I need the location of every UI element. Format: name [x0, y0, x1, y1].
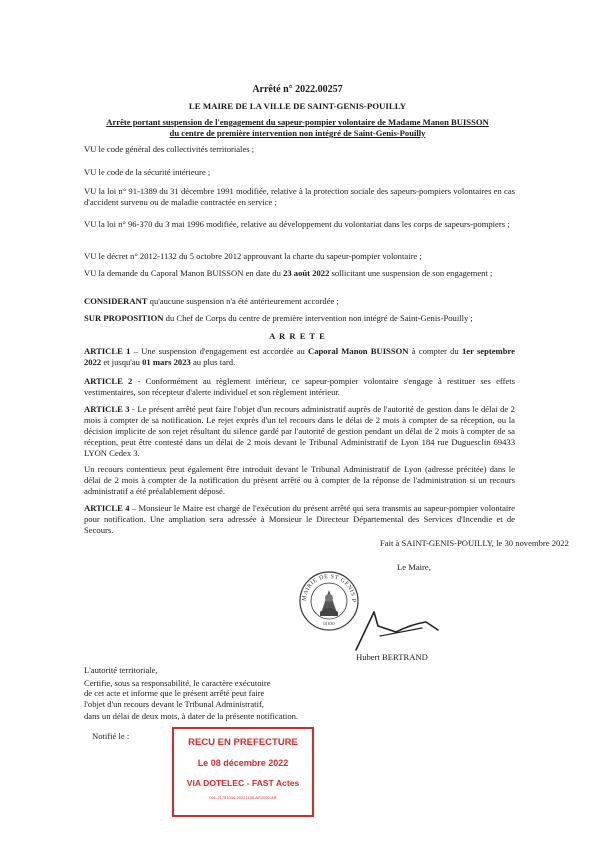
stamp-line-3: VIA DOTELEC - FAST Actes: [186, 778, 300, 788]
decree-subject-line2: du centre de première intervention non intégré de Saint-Genis-Pouilly: [169, 128, 426, 138]
sur-proposition: SUR PROPOSITION du Chef de Corps du centre de première intervention non intégré de Saint-Genis-Pouilly ;: [84, 313, 473, 323]
recours-contentieux: Un recours contentieux peut également être introduit devant le Tribunal Administratif de Lyon (adresse précitée) dans le délai de 2 mois à compter de la notification du présent arrêté ou à compter de la réponse de l'administration si un recours administratif a été préalablement déposé.: [84, 464, 515, 496]
notifie-le-label: Notifié le :: [92, 731, 130, 741]
certification-line-1: L'autorité territoriale,: [84, 665, 158, 675]
certification-line-3: de cet acte et informe que le présent arrêté peut faire: [84, 688, 265, 698]
svg-text:MAIRIE DE ST GENIS POUILLY: MAIRIE DE ST GENIS P: [301, 573, 357, 603]
certification-line-2: Certifie, sous sa responsabilité, le caractère exécutoire: [84, 678, 271, 688]
place-and-date: Fait à SAINT-GENIS-POUILLY, le 30 novembre 2022: [380, 538, 569, 548]
arrete-heading: A R R E T E: [269, 331, 326, 341]
certification-line-4: l'objet d'un recours devant le Tribunal Administratif,: [84, 699, 264, 709]
certification-line-5: dans un délai de deux mois, à dater de la présente notification.: [84, 711, 299, 721]
svg-text:01630: 01630: [323, 621, 335, 626]
article-1: ARTICLE 1 – Une suspension d'engagement est accordée au Caporal Manon BUISSON à compter du 1er septembre 2022 et jusqu'au 01 mars 2023 au plus tard.: [84, 346, 515, 367]
vu-cgct: VU le code général des collectivités territoriales ;: [84, 144, 255, 154]
vu-decret-2012: VU le décret n° 2012-1132 du 5 octobre 2012 approuvant la charte du sapeur-pompier volontaire ;: [84, 251, 422, 261]
decree-title: Arrêté n° 2022.00257: [252, 84, 343, 95]
mayor-name: Hubert BERTRAND: [356, 652, 428, 662]
prefecture-stamp: [172, 727, 314, 817]
article-3: ARTICLE 3 - Le présent arrêté peut faire l'objet d'un recours administratif auprès de l'autorité de gestion dans le délai de 2 mois à compter de sa notification. Le rejet exprès d'un tel recours dans le délai de 2 mois à compter de sa réception, ou la décision implicite de son rejet résultant du silence gardé par l'autorité de gestion pendant un délai de 2 mois à compter de sa réception, peut être contesté dans un délai de 2 mois devant le Tribunal Administratif de Lyon 184 rue Duguesclin 69433 LYON Cedex 3.: [84, 404, 515, 458]
vu-demande: VU la demande du Caporal Manon BUISSON en date du 23 août 2022 sollicitant une suspension de son engagement ;: [84, 268, 493, 278]
stamp-line-1: RECU EN PREFECTURE: [188, 737, 298, 748]
mayor-authority: LE MAIRE DE LA VILLE DE SAINT-GENIS-POUILLY: [188, 101, 407, 111]
vu-loi-1996: VU la loi n° 96-370 du 3 mai 1996 modifiée, relative au développement du volontariat dans les corps de sapeurs-pompiers ;: [84, 219, 510, 229]
vu-securite-interieure: VU le code de la sécurité intérieure ;: [84, 167, 211, 177]
vu-loi-1991: VU la loi n° 91-1389 du 31 décembre 1991 modifiée, relative à la protection sociale des sapeurs-pompiers volontaires en cas d'accident survenu ou de maladie contractée en service ;: [84, 186, 515, 207]
stamp-line-4: 001-21791044-20221130-AR2022-AR: [209, 795, 277, 800]
article-4: ARTICLE 4 – Monsieur le Maire est chargé de l'exécution du présent arrêté qui sera transmis au sapeur-pompier volontaire pour notification. Une ampliation sera adressée à Monsieur le Directeur Départemental des Services d'Incendie et de Secours.: [84, 503, 515, 535]
stamp-line-2: Le 08 décembre 2022: [197, 758, 289, 768]
mayor-role: Le Maire,: [397, 562, 431, 572]
mayor-signature-icon: [352, 606, 442, 654]
considerant: CONSIDERANT qu'aucune suspension n'a été antérieurement accordée ;: [84, 296, 339, 306]
mairie-seal-icon: [298, 570, 360, 632]
decree-subject-line1: Arrête portant suspension de l'engagement du sapeur-pompier volontaire de Madame Manon BUISSON: [106, 117, 489, 127]
article-2: ARTICLE 2 - Conformément au règlement intérieur, ce sapeur-pompier volontaire s'engage à restituer ses effets vestimentaires, son récepteur d'alerte individuel et son règlement intérieur.: [84, 376, 515, 397]
